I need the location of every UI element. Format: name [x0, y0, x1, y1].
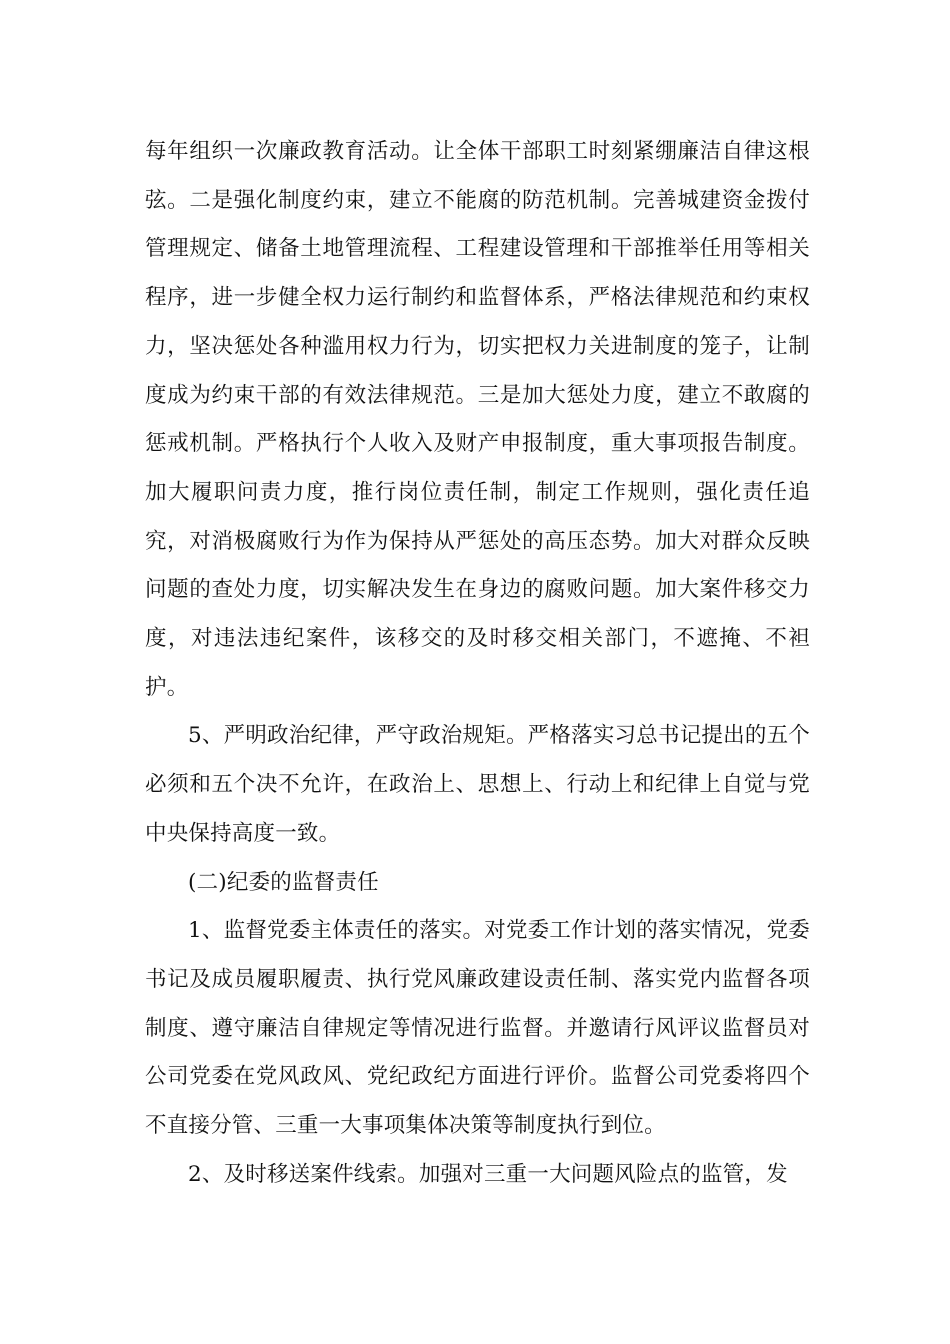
paragraph-continuation: 每年组织一次廉政教育活动。让全体干部职工时刻紧绷廉洁自律这根弦。二是强化制度约束，建立不能腐的防范机制。完善城建资金拨付管理规定、储备土地管理流程、工程建设管理和干部推举任用等相关程序，进一步健全权力运行制约和监督体系，严格法律规范和约束权力，坚决惩处各种滥用权力行为，切实把权力关进制度的笼子，让制度成为约束干部的有效法律规范。三是加大惩处力度，建立不敢腐的惩戒机制。严格执行个人收入及财产申报制度，重大事项报告制度。加大履职问责力度，推行岗位责任制，制定工作规则，强化责任追究，对消极腐败行为作为保持从严惩处的高压态势。加大对群众反映问题的查处力度，切实解决发生在身边的腐败问题。加大案件移交力度，对违法违纪案件，该移交的及时移交相关部门，不遮掩、不袒护。 — [145, 139, 810, 700]
document-body — [145, 128, 810, 1199]
paragraph-transfer-case-clues: 2、及时移送案件线索。加强对三重一大问题风险点的监管，发 — [188, 1161, 788, 1187]
paragraph-supervise-party-committee: 1、监督党委主体责任的落实。对党委工作计划的落实情况，党委书记及成员履职履责、执行党风廉政建设责任制、落实党内监督各项制度、遵守廉洁自律规定等情况进行监督。并邀请行风评议监督员对公司党委在党风政风、党纪政纪方面进行评价。监督公司党委将四个不直接分管、三重一大事项集体决策等制度执行到位。 — [145, 918, 810, 1139]
paragraph-political-discipline: 5、严明政治纪律，严守政治规矩。严格落实习总书记提出的五个必须和五个决不允许，在政治上、思想上、行动上和纪律上自觉与党中央保持高度一致。 — [145, 723, 810, 846]
section-heading-supervision: (二)纪委的监督责任 — [188, 869, 379, 895]
